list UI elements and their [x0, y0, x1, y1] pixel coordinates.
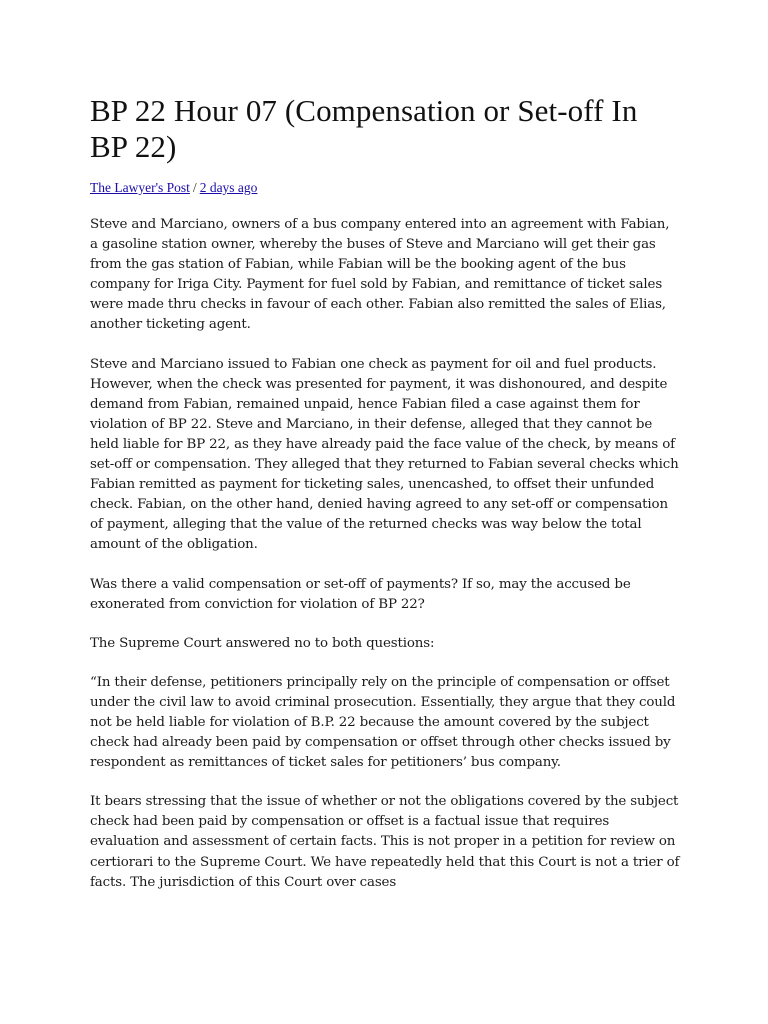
article-title: BP 22 Hour 07 (Compensation or Set-off In BP 22): [90, 93, 638, 164]
paragraph-2: Steve and Marciano issued to Fabian one check as payment for oil and fuel products. However, when the check was presented for payment, it was dishonoured, and despite demand from Fabian, remained unpaid, hence Fabian filed a case against them for violation of BP 22. Steve and Marciano, in their defense, alleged that they cannot be held liable for BP 22, as they have already paid the face value of the check, by means of set-off or compensation. They alleged that they returned to Fabian several checks which Fabian remitted as payment for ticketing sales, unencashed, to offset their unfunded check. Fabian, on the other hand, denied having agreed to any set-off or compensation of payment, alleging that the value of the returned checks was way below the total amount of the obligation.: [90, 356, 679, 553]
date-link[interactable]: 2 days ago: [199, 180, 258, 195]
article-body: [90, 215, 680, 893]
article: [90, 93, 680, 912]
paragraph-4: The Supreme Court answered no to both questions:: [90, 635, 435, 651]
paragraph-5: “In their defense, petitioners principally rely on the principle of compensation or offset under the civil law to avoid criminal prosecution. Essentially, they argue that they could not be held liable for violation of B.P. 22 because the amount covered by the subject check had already been paid by compensation or offset through other checks issued by respondent as remittances of ticket sales for petitioners’ bus company.: [90, 674, 676, 771]
author-link[interactable]: The Lawyer's Post: [90, 180, 190, 195]
byline-separator: /: [192, 180, 197, 195]
paragraph-1: Steve and Marciano, owners of a bus company entered into an agreement with Fabian, a gasoline station owner, whereby the buses of Steve and Marciano will get their gas from the gas station of Fabian, while Fabian will be the booking agent of the bus company for Iriga City. Payment for fuel sold by Fabian, and remittance of ticket sales were made thru checks in favour of each other. Fabian also remitted the sales of Elias, another ticketing agent.: [90, 217, 670, 333]
paragraph-3: Was there a valid compensation or set-off of payments? If so, may the accused be exonerated from conviction for violation of BP 22?: [90, 576, 631, 612]
paragraph-6: It bears stressing that the issue of whether or not the obligations covered by the subject check had been paid by compensation or offset is a factual issue that requires evaluation and assessment of certain facts. This is not proper in a petition for review on certiorari to the Supreme Court. We have repeatedly held that this Court is not a trier of facts. The jurisdiction of this Court over cases: [90, 794, 680, 890]
byline: [90, 179, 680, 197]
